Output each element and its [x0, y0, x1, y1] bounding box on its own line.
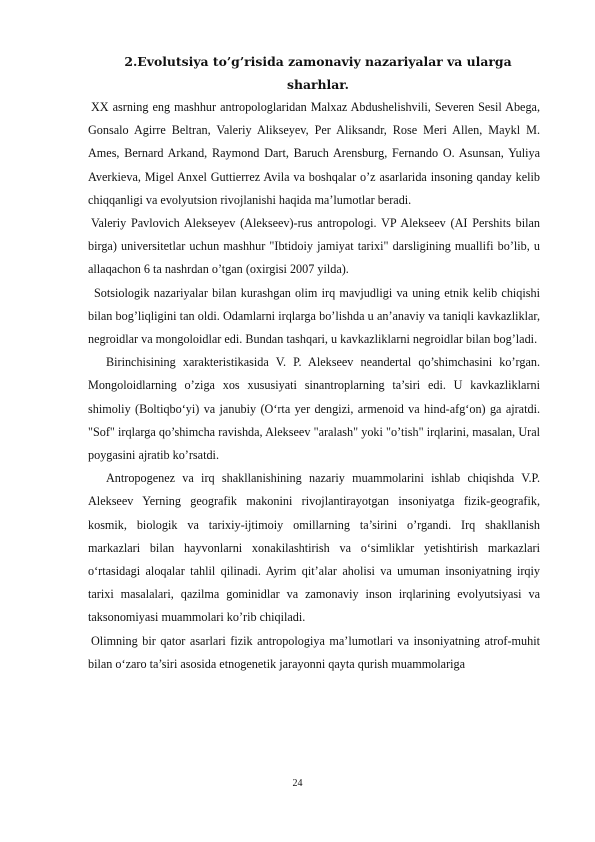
section-heading-line-2: sharhlar. [287, 77, 349, 92]
page-body [88, 50, 540, 676]
paragraph-anthropologists: XX asrning eng mashhur antropologlaridan Malxaz Abdushelishvili, Severen Sesil Abega, Gonsalo Agirre Beltran, Valeriy Alikseyev, Per Aliksandr, Rose Meri Allen, Maykl M. Ames, Bernard Arkand, Raymond Dart, Baruch Arensburg, Fernando O. Asunsan, Yuliya Averkieva, Migel Anxel Guttierrez Avila va boshqalar o’z asarlarida insoning qanday kelib chiqqanligi va evolyutsion rivojlanishi haqida ma’lumotlar beradi. [88, 100, 540, 207]
paragraph-alekseyev-bio: Valeriy Pavlovich Alekseyev (Alekseev)-rus antropologi. VP Alekseev (AI Pershits bilan birga) universitetlar uchun mashhur "Ibtidoiy jamiyat tarixi" darsligining muallifi bo’lib, u allaqachon 6 ta nashrdan o’tgan (oxirgisi 2007 yilda). [88, 216, 540, 277]
paragraph-race-characteristics: Birinchisining xarakteristikasida V. P. Alekseev neandertal qo’shimchasini ko’rgan. Mongoloidlarning o’ziga xos xususiyati sinantroplarning ta’siri edi. U kavkazliklarni shimoliy (Boltiqbo‘yi) va janubiy (O‘rta yer dengizi, armenoid va hind-afg‘on) ga ajratdi. "Sof" irqlarga qo’shimcha ravishda, Alekseev "aralash" yoki "o’tish" irqlarini, masalan, Ural poygasini ajratib ko’rsatdi. [88, 355, 540, 463]
paragraph-ethnogenetic-process: Olimning bir qator asarlari fizik antropologiya ma’lumotlari va insoniyatning atrof-muhit bilan o‘zaro ta’siri asosida etnogenetik jarayonni qayta qurish muammolariga [88, 633, 540, 671]
paragraph-anthropogenesis: Antropogenez va irq shakllanishining nazariy muammolarini ishlab chiqishda V.P. Alekseev Yerning geografik makonini rivojlantirayotgan insoniyatga fizik-geografik, kosmik, biologik va tarixiy-ijtimoiy omillarning ta’sirini o’rgandi. Irq shakllanish markazlari bilan hayvonlarni xonakilashtirish va o‘simliklar yetishtirish markazlari o‘rtasidagi aloqalar tahlil qilinadi. Ayrim qit’alar aholisi va umuman insoniyatning irqiy tarixi masalalari, qazilma gominidlar va zamonaviy inson irqlarining evolyutsiyasi va taksonomiyasi muammolari ko’rib chiqiladi. [88, 471, 540, 625]
paragraph-sociological-theories: Sotsiologik nazariyalar bilan kurashgan olim irq mavjudligi va uning etnik kelib chiqishi bilan bog’liqligini tan oldi. Odamlarni irqlarga bo’lishda u an’anaviy va taniqli kavkazliklar, negroidlar va mongoloidlar edi. Bundan tashqari, u kavkazliklarni negroidlar bilan bog’ladi. [88, 285, 540, 347]
section-heading [88, 50, 540, 96]
page-number: 24 [292, 778, 303, 789]
section-heading-line-1: 2.Evolutsiya to’g’risida zamonaviy nazariyalar va ularga [124, 54, 512, 69]
